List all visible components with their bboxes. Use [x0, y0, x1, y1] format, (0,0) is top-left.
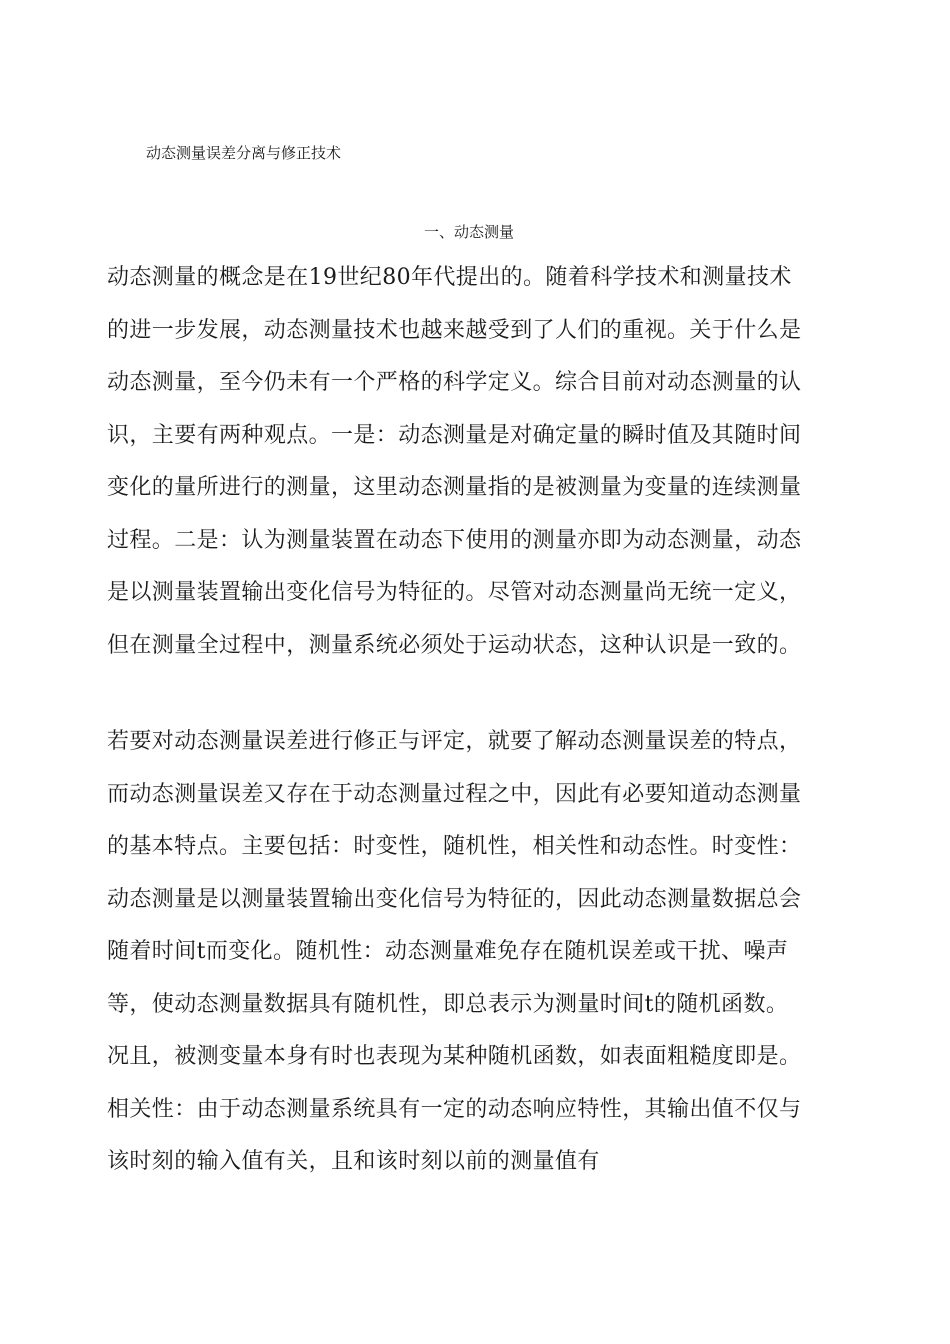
paragraph-2 [107, 716, 843, 1189]
paragraph-1 [107, 252, 843, 672]
paragraph-line: 是以测量装置输出变化信号为特征的。尽管对动态测量尚无统一定义， [107, 580, 802, 605]
paragraph-line: 而动态测量误差又存在于动态测量过程之中，因此有必要知道动态测量 [107, 781, 802, 807]
paragraph-line: 识，主要有两种观点。一是：动态测量是对确定量的瞬时值及其随时间 [107, 422, 802, 448]
paragraph-line: 变化的量所进行的测量，这里动态测量指的是被测量为变量的连续测量 [107, 475, 802, 500]
document-title: 动态测量误差分离与修正技术 [146, 144, 342, 162]
paragraph-line: 过程。二是：认为测量装置在动态下使用的测量亦即为动态测量，动态 [107, 527, 802, 553]
paragraph-line: 等，使动态测量数据具有随机性，即总表示为测量时间t的随机函数。 [107, 991, 789, 1017]
paragraph-line: 的进一步发展，动态测量技术也越来越受到了人们的重视。关于什么是 [107, 317, 802, 343]
paragraph-line: 随着时间t而变化。随机性：动态测量难免存在随机误差或干扰、噪声 [107, 939, 789, 964]
paragraph-line: 的基本特点。主要包括：时变性，随机性，相关性和动态性。时变性： [107, 834, 802, 859]
paragraph-line: 动态测量是以测量装置输出变化信号为特征的，因此动态测量数据总会 [107, 886, 802, 912]
paragraph-line: 动态测量的概念是在19世纪80年代提出的。随着科学技术和测量技术 [107, 265, 792, 290]
section-heading: 一、动态测量 [424, 223, 515, 241]
paragraph-line: 况且，被测变量本身有时也表现为某种随机函数，如表面粗糙度即是。 [107, 1044, 802, 1069]
paragraph-line: 该时刻的输入值有关，且和该时刻以前的测量值有 [107, 1149, 600, 1174]
paragraph-line: 相关性：由于动态测量系统具有一定的动态响应特性，其输出值不仅与 [107, 1096, 802, 1122]
paragraph-line: 但在测量全过程中，测量系统必须处于运动状态，这种认识是一致的。 [107, 632, 802, 658]
paragraph-line: 若要对动态测量误差进行修正与评定，就要了解动态测量误差的特点， [107, 729, 802, 754]
paragraph-line: 动态测量，至今仍未有一个严格的科学定义。综合目前对动态测量的认 [107, 370, 802, 395]
